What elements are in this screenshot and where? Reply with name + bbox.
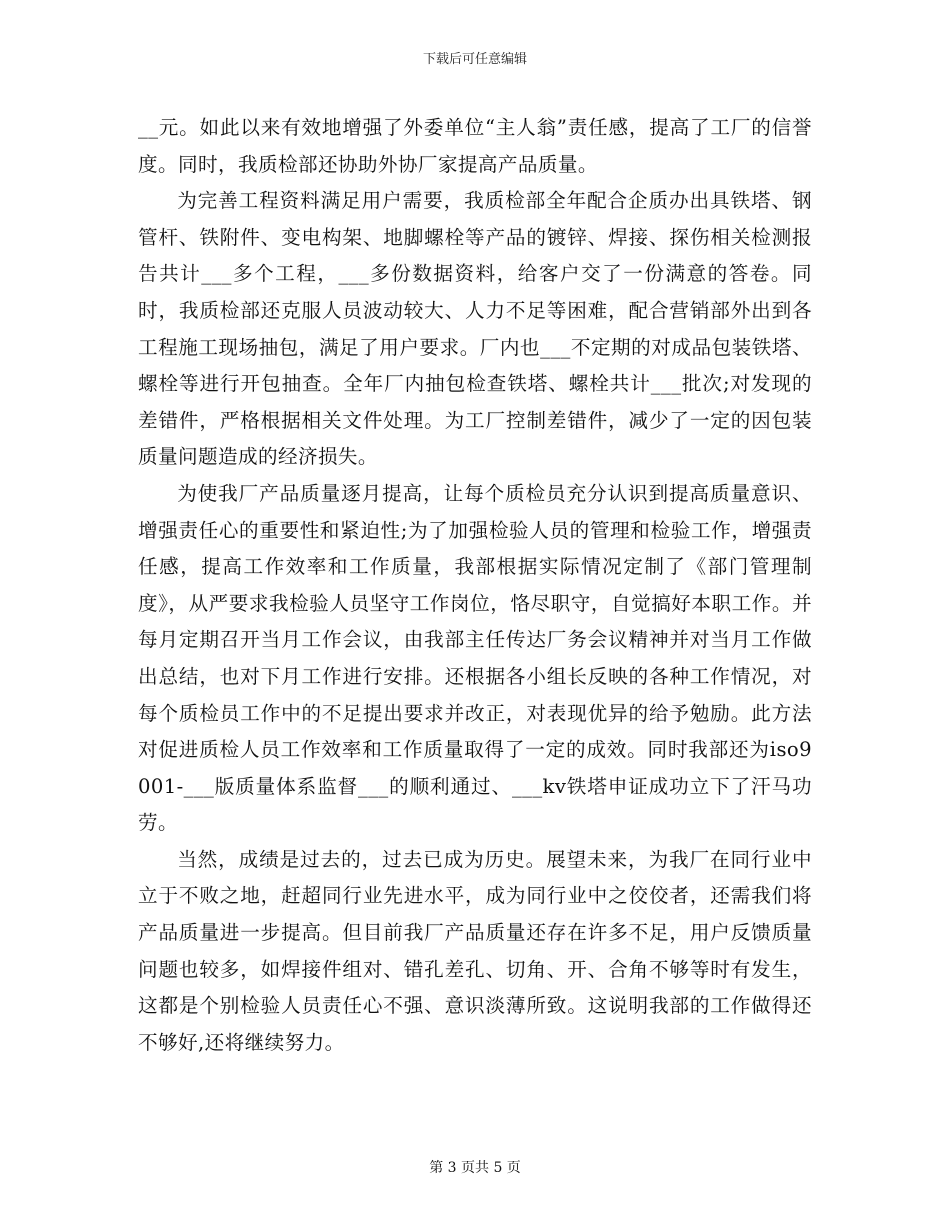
paragraph: 为使我厂产品质量逐月提高，让每个质检员充分认识到提高质量意识、增强责任心的重要性和紧迫性;为了加强检验人员的管理和检验工作，增强责任感，提高工作效率和工作质量，我部根据实际情况定制了《部门管理制度》，从严要求我检验人员坚守工作岗位，恪尽职守，自觉搞好本职工作。并每月定期召开当月工作会议，由我部主任传达厂务会议精神并对当月工作做出总结，也对下月工作进行安排。还根据各小组长反映的各种工作情况，对每个质检员工作中的不足提出要求并改正，对表现优异的给予勉励。此方法对促进质检人员工作效率和工作质量取得了一定的成效。同时我部还为iso9001-___版质量体系监督___的顺利通过、___kv铁塔申证成功立下了汗马功劳。 bbox=[138, 481, 812, 835]
paragraph: 当然，成绩是过去的，过去已成为历史。展望未来，为我厂在同行业中立于不败之地，赶超同行业先进水平，成为同行业中之佼佼者，还需我们将产品质量进一步提高。但目前我厂产品质量还存在许多不足，用户反馈质量问题也较多，如焊接件组对、错孔差孔、切角、开、合角不够等时有发生，这都是个别检验人员责任心不强、意识淡薄所致。这说明我部的工作做得还不够好,还将继续努力。 bbox=[138, 847, 812, 1054]
page-header: 下载后可任意编辑 bbox=[422, 52, 527, 67]
paragraph: 为完善工程资料满足用户需要，我质检部全年配合企质办出具铁塔、钢管杆、铁附件、变电构架、地脚螺栓等产品的镀锌、焊接、探伤相关检测报告共计___多个工程，___多份数据资料，给客户交了一份满意的答卷。同时，我质检部还克服人员波动较大、人力不足等困难，配合营销部外出到各工程施工现场抽包，满足了用户要求。厂内也___不定期的对成品包装铁塔、螺栓等进行开包抽查。全年厂内抽包检查铁塔、螺栓共计___批次;对发现的差错件，严格根据相关文件处理。为工厂控制差错件，减少了一定的因包装质量问题造成的经济损失。 bbox=[138, 189, 812, 469]
document-body bbox=[138, 110, 812, 1061]
paragraph: __元。如此以来有效地增强了外委单位“主人翁”责任感，提高了工厂的信誉度。同时，我质检部还协助外协厂家提高产品质量。 bbox=[138, 116, 812, 176]
page-footer: 第 3 页共 5 页 bbox=[429, 1160, 521, 1176]
